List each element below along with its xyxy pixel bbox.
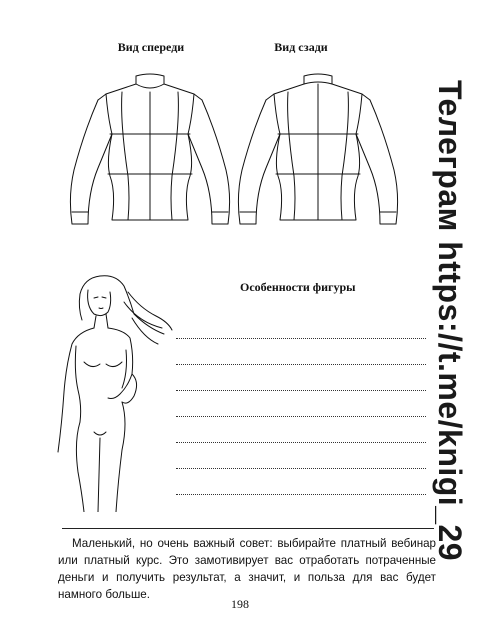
page-number: 198	[231, 597, 249, 611]
note-line	[176, 468, 426, 469]
note-line	[176, 494, 426, 495]
back-view-jacket-sketch	[230, 72, 406, 242]
note-line	[176, 338, 426, 339]
figure-features-title: Особенности фигуры	[240, 280, 356, 294]
woman-figure-sketch	[44, 272, 174, 512]
telegram-watermark: Телеграм https://t.me/knigi_29	[432, 80, 468, 562]
advice-divider	[62, 528, 434, 529]
advice-paragraph: Маленький, но очень важный совет: выбирайте платный вебинар или платный курс. Это замотивирует вас отработать потраченные деньги и получить результат, а значит, и польза для вас будет намного больше.	[58, 537, 436, 601]
note-line	[176, 442, 426, 443]
front-view-label: Вид спереди	[117, 40, 185, 54]
note-line	[176, 364, 426, 365]
back-view-label: Вид сзади	[274, 40, 328, 54]
front-view-jacket-sketch	[62, 72, 238, 242]
note-line	[176, 416, 426, 417]
note-line	[176, 390, 426, 391]
